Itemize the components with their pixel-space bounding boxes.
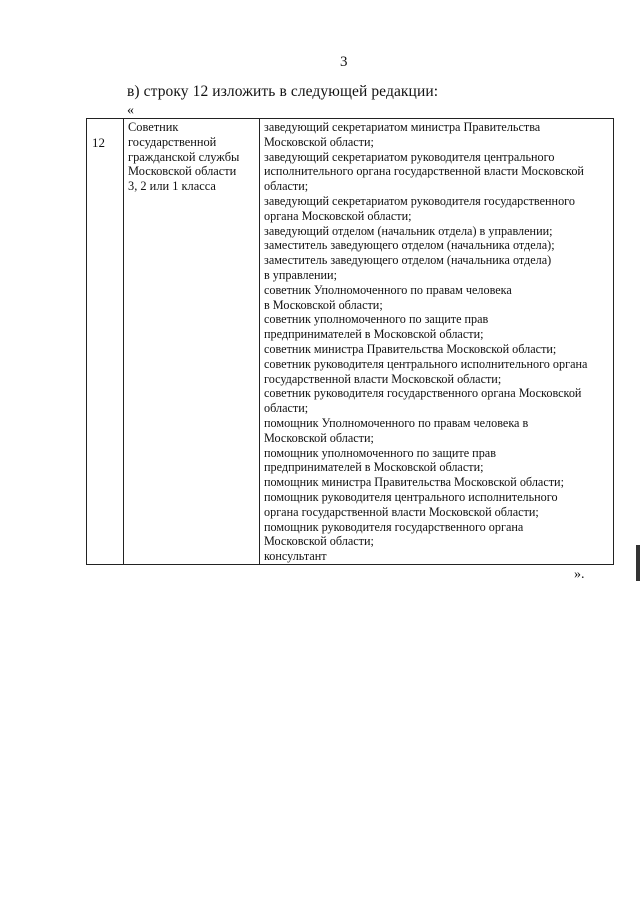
position-line: заместитель заведующего отделом (начальника отдела) (264, 253, 552, 268)
class-rank-cell (128, 120, 256, 194)
position-line: исполнительного органа государственной власти Московской (264, 164, 584, 179)
amendment-intro: в) строку 12 изложить в следующей редакции: (127, 83, 439, 100)
position-line: советник министра Правительства Московской области; (264, 341, 557, 356)
opening-quote: « (127, 103, 134, 118)
class-rank-line: Советник (128, 120, 179, 134)
class-rank-line: 3, 2 или 1 класса (128, 179, 216, 194)
position-line: области; (264, 179, 309, 194)
closing-quote: ». (574, 567, 585, 582)
column-divider-2 (259, 119, 260, 564)
position-line: заведующий секретариатом руководителя государственного (264, 193, 575, 208)
position-line: заместитель заведующего отделом (начальника отдела); (264, 238, 555, 253)
position-line: в управлении; (264, 267, 337, 282)
position-line: Московской области; (264, 430, 374, 445)
position-line: заведующий секретариатом министра Правительства (264, 120, 541, 134)
position-line: помощник руководителя центрального исполнительного (264, 489, 558, 504)
position-line: консультант (264, 549, 327, 564)
position-line: советник руководителя центрального исполнительного органа (264, 356, 588, 371)
position-line: помощник министра Правительства Московской области; (264, 475, 564, 490)
position-line: органа государственной власти Московской области; (264, 504, 539, 519)
position-line: Московской области; (264, 534, 374, 549)
position-line: заведующий отделом (начальник отдела) в управлении; (264, 223, 553, 238)
position-line: органа Московской области; (264, 208, 412, 223)
scan-edge-mark (636, 545, 640, 581)
position-line: помощник руководителя государственного органа (264, 519, 524, 534)
position-line: заведующий секретариатом руководителя центрального (264, 149, 555, 164)
amendment-table (86, 118, 614, 565)
position-line: предпринимателей в Московской области; (264, 460, 484, 475)
position-line: области; (264, 401, 309, 416)
position-line: помощник Уполномоченного по правам человека в (264, 415, 529, 430)
position-line: государственной власти Московской области; (264, 371, 502, 386)
column-divider-1 (123, 119, 124, 564)
class-rank-line: гражданской службы (128, 149, 240, 164)
position-line: советник уполномоченного по защите прав (264, 312, 489, 327)
position-line: предпринимателей в Московской области; (264, 327, 484, 342)
page-number: 3 (340, 54, 348, 70)
position-line: в Московской области; (264, 297, 383, 312)
class-rank-line: Московской области (128, 164, 237, 179)
positions-cell (264, 120, 612, 564)
position-line: советник руководителя государственного органа Московской (264, 386, 582, 401)
position-line: помощник уполномоченного по защите прав (264, 445, 496, 460)
class-rank-line: государственной (128, 134, 217, 149)
position-line: Московской области; (264, 134, 374, 149)
position-line: советник Уполномоченного по правам человека (264, 282, 512, 297)
row-number: 12 (92, 135, 105, 150)
